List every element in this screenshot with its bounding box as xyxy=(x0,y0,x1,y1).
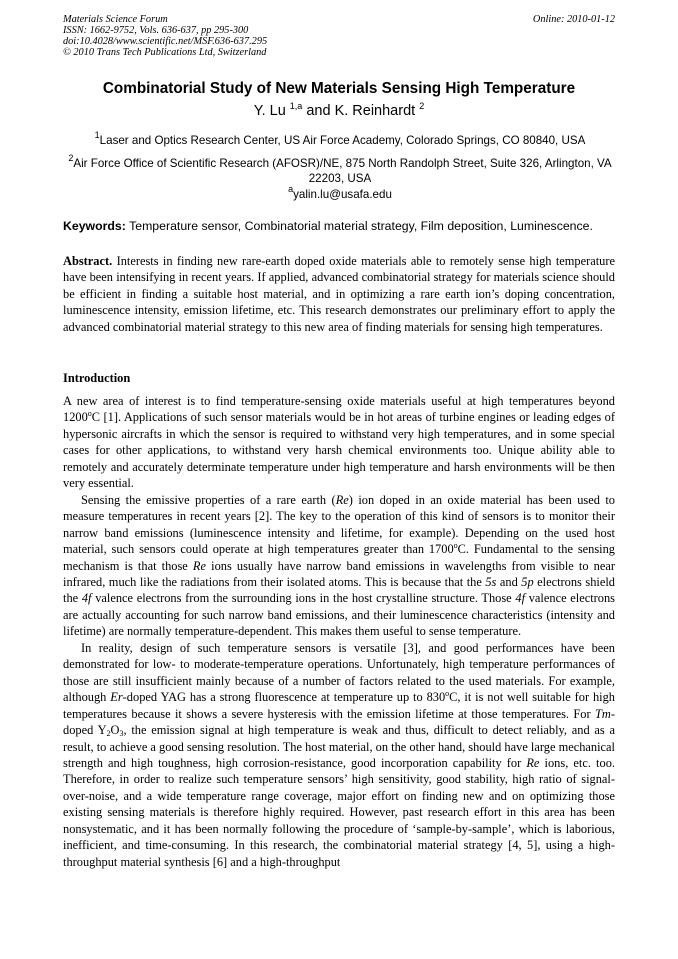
abstract-label: Abstract. xyxy=(63,254,113,268)
abstract-text: Interests in finding new rare-earth doped oxide materials able to remotely sense high temperature have been intensifying in recent years. If applied, advanced combinatorial strategy for materials science should be efficient in finding a suitable host material, and in optimizing a rare earth ion’s doping concentration, luminescence intensity, emission lifetime, etc. This research demonstrates our preliminary effort to apply the advanced combinatorial material strategy to this new area of finding materials for sensing high temperatures. xyxy=(63,254,615,334)
author-1: Y. Lu xyxy=(253,103,286,119)
author-1-marker: 1,a xyxy=(289,101,303,111)
email-address: yalin.lu@usafa.edu xyxy=(293,188,392,201)
introduction-heading: Introduction xyxy=(63,371,131,385)
affiliation-2-text: Air Force Office of Scientific Research (AFOSR)/NE, 875 North Randolph Street, Suite 326, Arlington, VA 22203, USA xyxy=(73,157,612,185)
email-line xyxy=(60,182,620,202)
paragraph-3: In reality, design of such temperature sensors is versatile [3], and good performances have been demonstrated for low- to moderate-temperature operations. Unfortunately, high temperature performances of those are still insufficient mainly because of a number of factors related to the used materials. For example, although Er-doped YAG has a strong fluorescence at temperature up to 830$^o$C, it is not well suitable for high temperatures because it shows a severe hysteresis with the emission lifetime at those temperatures. For Tm-doped $Y_2O_3$, the emission signal at high temperature is weak and thus, difficult to detect reliably, and as a result, to achieve a good sensing resolution. The host material, on the other hand, should have large mechanical strength and high toughness, high corrosion-resistance, good incorporation capability for Re ions, etc. too. Therefore, in order to realize such temperature sensors’ high sensitivity, good stability, high ratio of signal-over-noise, and a wide temperature range coverage, major effort on finding new and on optimizing those existing sensing materials is therefore highly required. However, past research effort in this area has been nonsystematic, and it has been normally following the procedure of ‘sample-by-sample’, which is laborious, inefficient, and time-consuming. In this research, the combinatorial material strategy [4, 5], using a high-throughput material synthesis [6] and a high-throughput xyxy=(63,640,615,869)
affiliation-2-marker: 2 xyxy=(68,153,74,163)
affiliation-1 xyxy=(60,128,620,148)
journal-header xyxy=(63,14,615,58)
keywords-text: Temperature sensor, Combinatorial material strategy, Film deposition, Luminescence. xyxy=(129,219,593,233)
paragraph-1: A new area of interest is to find temperature-sensing oxide materials useful at high temperatures beyond 1200$^o$C [1]. Applications of such sensor materials would be in hot areas of turbine engines or leading edges of hypersonic aircrafts in which the sensor is required to withstand very high temperatures, and in some special cases for other applications, to withstand very harsh chemical environments too. Unique ability able to remotely and accurately determinate temperature under high temperature and harsh environments will be then very essential. xyxy=(63,394,615,491)
affiliation-1-text: Laser and Optics Research Center, US Air Force Academy, Colorado Springs, CO 80840, USA xyxy=(99,134,586,147)
email-marker: a xyxy=(288,184,294,194)
introduction-body xyxy=(63,393,615,870)
paragraph-2: Sensing the emissive properties of a rare earth (Re) ion doped in an oxide material has been used to measure temperatures in recent years [2]. The key to the operation of this kind of sensors is to monitor their narrow band emissions (luminescence intensity and lifetime, for example). Depending on the used host material, such sensors could operate at high temperatures greater than 1700$^o$C. Fundamental to the sensing mechanism is that those Re ions usually have narrow band emissions in wavelengths from visible to near infrared, much like the radiations from their isolated atoms. This is because that the 5s and 5p electrons shield the 4f valence electrons from the surrounding ions in the host crystalline structure. Those 4f valence electrons are actually accounting for such narrow band emissions, and their luminescence characteristics (intensity and lifetime) are normally temperature-dependent. This makes them useful to sense temperature. xyxy=(63,492,615,639)
author-2-marker: 2 xyxy=(419,101,425,111)
paper-title: Combinatorial Study of New Materials Sensing High Temperature xyxy=(102,80,576,97)
keywords-label: Keywords: xyxy=(63,219,126,233)
author-line xyxy=(0,101,678,119)
keywords xyxy=(63,219,615,233)
journal-name: Materials Science Forum xyxy=(63,14,168,25)
author-2: and K. Reinhardt xyxy=(306,103,416,119)
doi-line: doi:10.4028/www.scientific.net/MSF.636-637.295 xyxy=(63,36,268,47)
online-date: Online: 2010-01-12 xyxy=(532,14,615,25)
copyright-line: © 2010 Trans Tech Publications Ltd, Switzerland xyxy=(63,47,267,58)
abstract xyxy=(63,253,615,335)
affiliation-1-marker: 1 xyxy=(94,130,100,140)
issn-line: ISSN: 1662-9752, Vols. 636-637, pp 295-300 xyxy=(63,25,249,36)
affiliation-2 xyxy=(60,151,620,186)
